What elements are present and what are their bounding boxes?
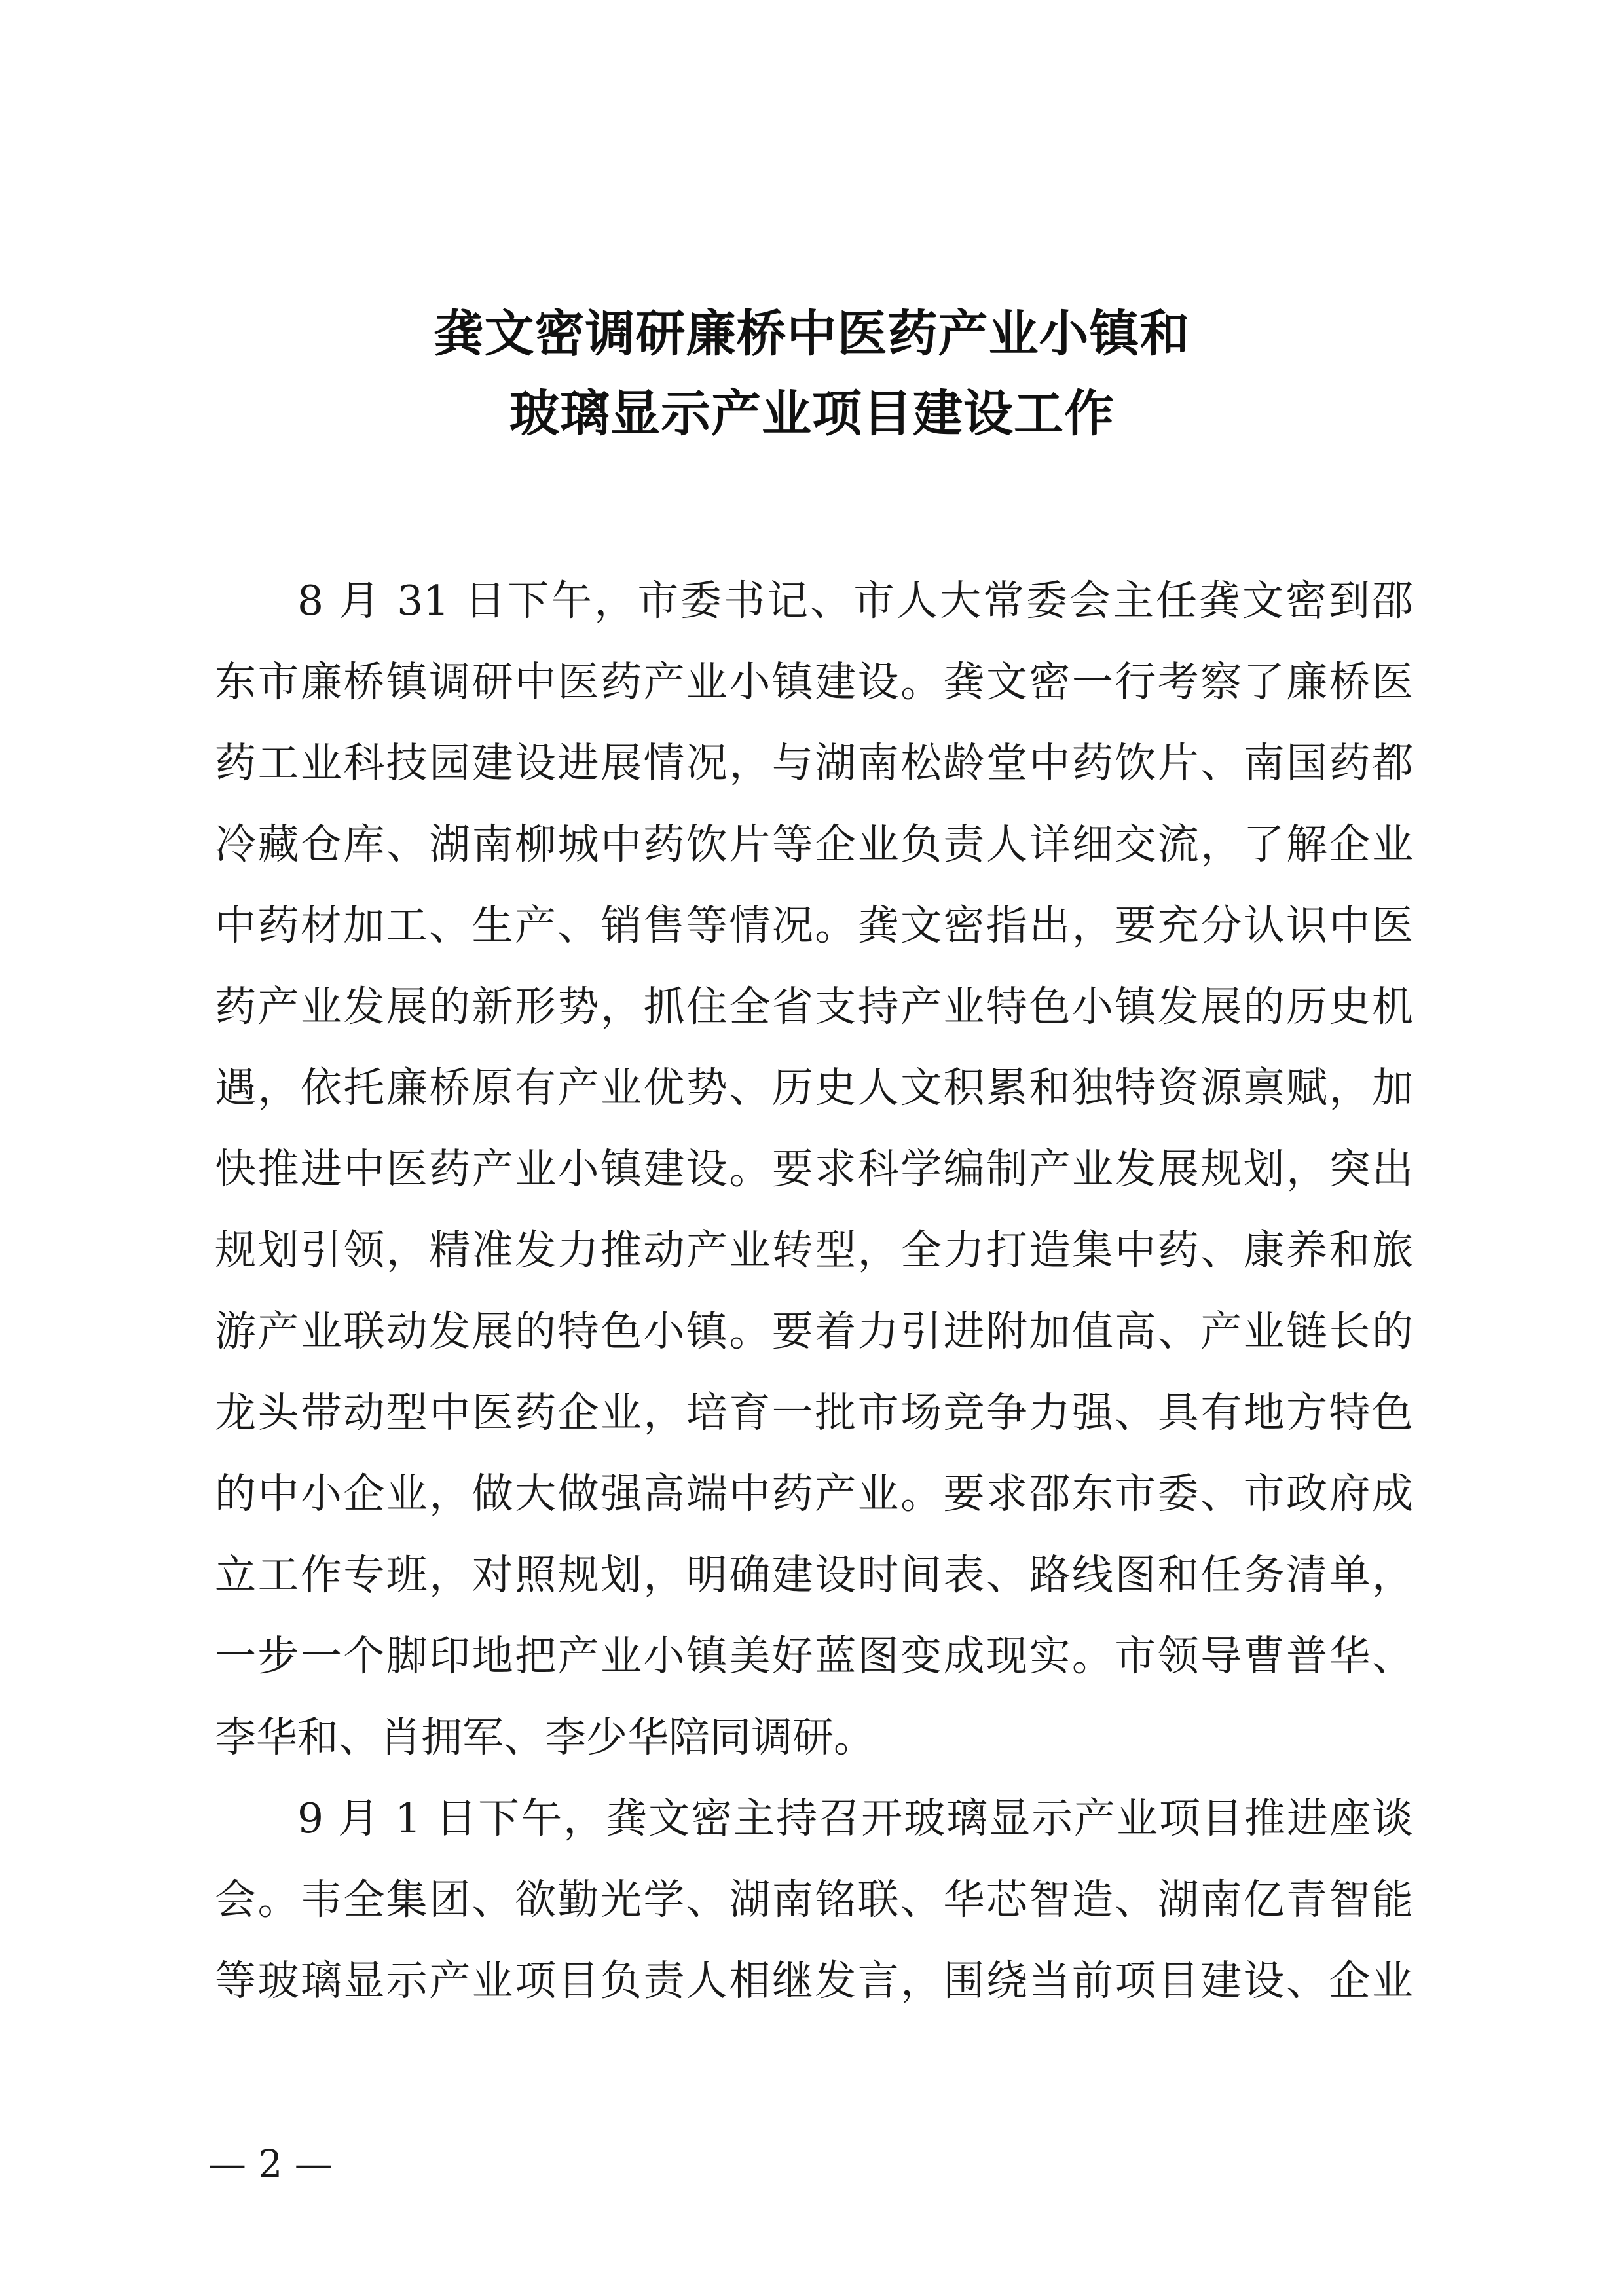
- page-number: — 2 —: [208, 2141, 333, 2186]
- paragraph-line: 8 月 31 日下午，市委书记、市人大常委会主任龚文密到邵: [297, 577, 1413, 625]
- paragraph-line: 李华和、肖拥军、李少华陪同调研。: [215, 1713, 875, 1761]
- paragraph-line: 一步一个脚印地把产业小镇美好蓝图变成现实。市领导曹普华、: [215, 1632, 1413, 1680]
- paragraph-line: 9 月 1 日下午，龚文密主持召开玻璃显示产业项目推进座谈: [297, 1795, 1413, 1842]
- paragraph-line: 会。韦全集团、欲勤光学、湖南铭联、华芯智造、湖南亿青智能: [215, 1876, 1413, 1923]
- paragraph-line: 龙头带动型中医药企业，培育一批市场竞争力强、具有地方特色: [215, 1389, 1413, 1436]
- paragraph-line: 立工作专班，对照规划，明确建设时间表、路线图和任务清单，: [215, 1551, 1413, 1599]
- paragraph-line: 游产业联动发展的特色小镇。要着力引进附加值高、产业链长的: [215, 1307, 1413, 1355]
- document-title-line-2: 玻璃显示产业项目建设工作: [509, 384, 1115, 443]
- paragraph-line: 的中小企业，做大做强高端中药产业。要求邵东市委、市政府成: [215, 1470, 1413, 1518]
- paragraph-line: 东市廉桥镇调研中医药产业小镇建设。龚文密一行考察了廉桥医: [215, 658, 1413, 706]
- paragraph-line: 遇，依托廉桥原有产业优势、历史人文积累和独特资源禀赋，加: [215, 1064, 1413, 1112]
- paragraph-line: 药工业科技园建设进展情况，与湖南松龄堂中药饮片、南国药都: [215, 739, 1413, 787]
- paragraph-line: 药产业发展的新形势，抓住全省支持产业特色小镇发展的历史机: [215, 983, 1413, 1030]
- paragraph-line: 规划引领，精准发力推动产业转型，全力打造集中药、康养和旅: [215, 1226, 1413, 1274]
- document-title-line-1: 龚文密调研廉桥中医药产业小镇和: [434, 304, 1190, 363]
- paragraph-line: 中药材加工、生产、销售等情况。龚文密指出，要充分认识中医: [215, 902, 1413, 949]
- paragraph-line: 等玻璃显示产业项目负责人相继发言，围绕当前项目建设、企业: [215, 1957, 1413, 2005]
- paragraph-line: 快推进中医药产业小镇建设。要求科学编制产业发展规划，突出: [215, 1145, 1413, 1193]
- paragraph-line: 冷藏仓库、湖南柳城中药饮片等企业负责人详细交流，了解企业: [215, 820, 1413, 868]
